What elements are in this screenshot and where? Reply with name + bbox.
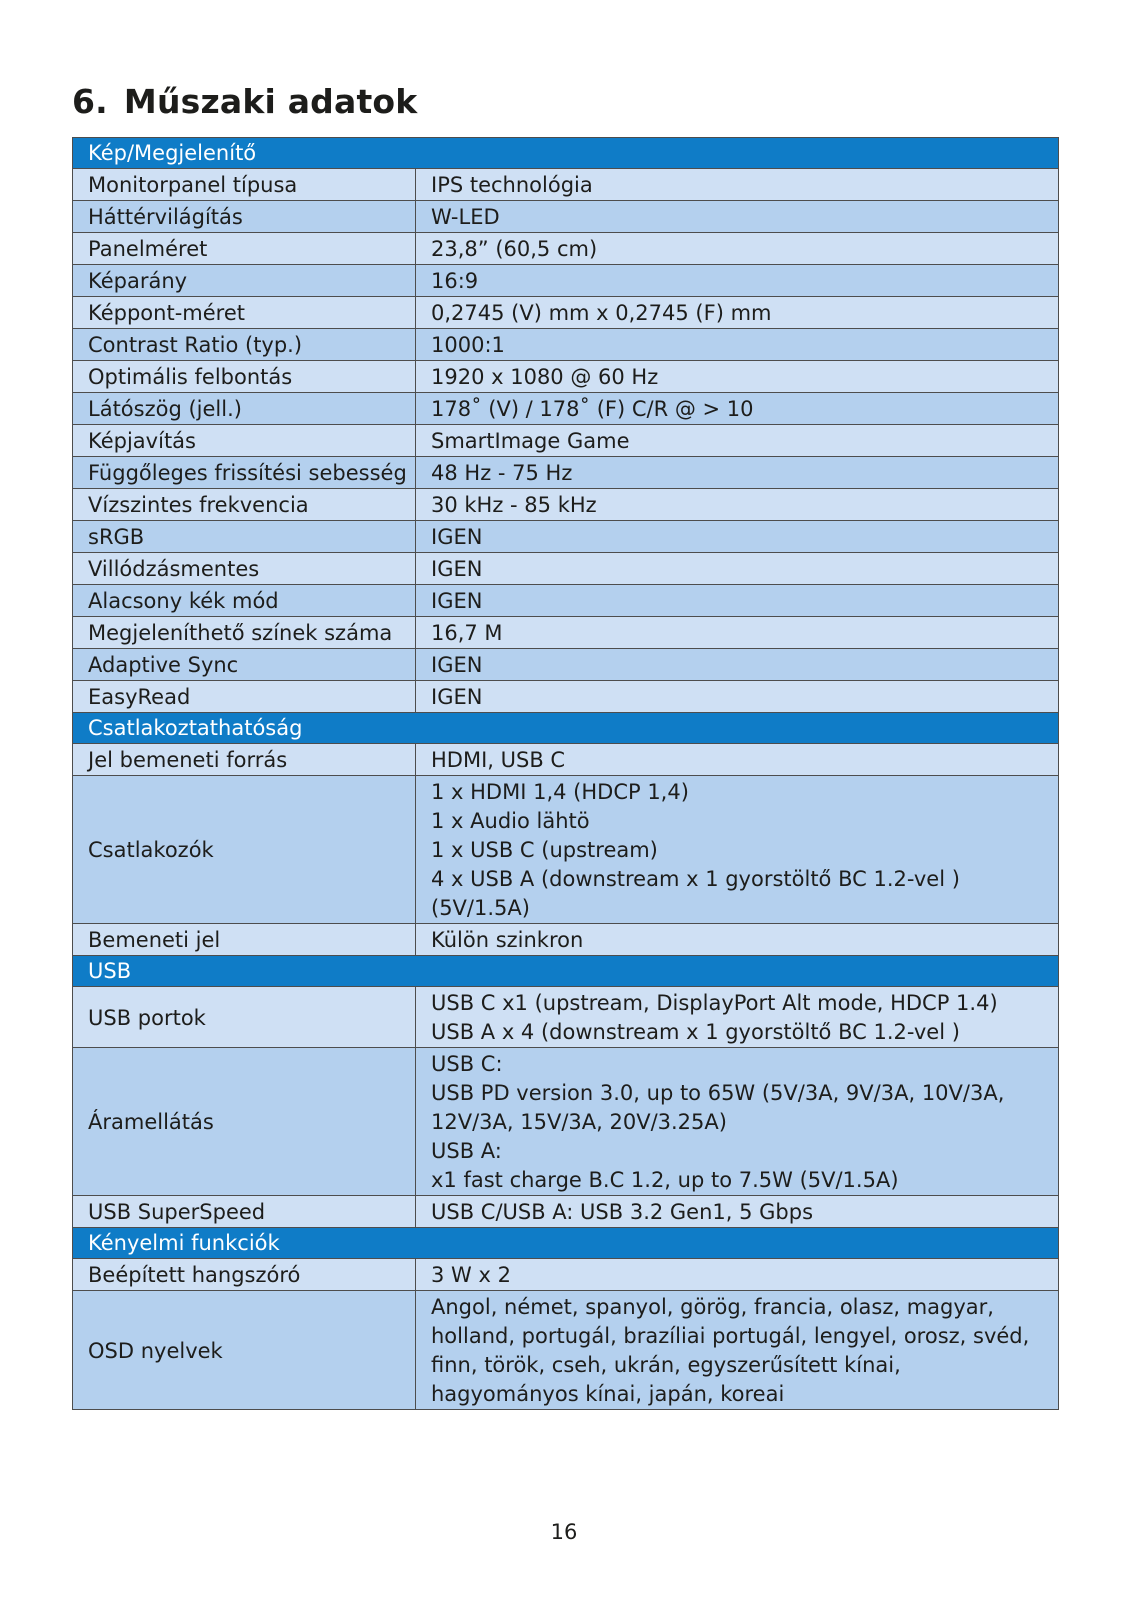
spec-value <box>416 585 1059 617</box>
spec-value-line: 0,2745 (V) mm x 0,2745 (F) mm <box>431 301 772 325</box>
spec-label: sRGB <box>73 521 416 553</box>
spec-label: USB portok <box>73 987 416 1048</box>
spec-row <box>73 457 1059 489</box>
spec-value-line: USB A x 4 (downstream x 1 gyorstöltő BC 1.2-vel ) <box>431 1020 960 1044</box>
spec-value <box>416 489 1059 521</box>
spec-value <box>416 681 1059 713</box>
spec-value <box>416 1048 1059 1196</box>
spec-label: Villódzásmentes <box>73 553 416 585</box>
spec-value-line: 1920 x 1080 @ 60 Hz <box>431 365 659 389</box>
spec-value-line: Angol, német, spanyol, görög, francia, olasz, magyar, holland, portugál, brazíliai portugál, lengyel, orosz, svéd, finn, török, cseh, ukrán, egyszerűsített kínai, hagyományos kínai, japán, koreai <box>431 1295 1030 1406</box>
spec-label: OSD nyelvek <box>73 1291 416 1410</box>
spec-value <box>416 265 1059 297</box>
page-title <box>72 82 417 121</box>
spec-row <box>73 1048 1059 1196</box>
spec-value-line: 3 W x 2 <box>431 1263 511 1287</box>
spec-row <box>73 617 1059 649</box>
spec-row <box>73 489 1059 521</box>
spec-value <box>416 329 1059 361</box>
spec-label: Képpont-méret <box>73 297 416 329</box>
spec-value-line: IGEN <box>431 525 483 549</box>
spec-value <box>416 1291 1059 1410</box>
section-header-row <box>73 956 1059 987</box>
spec-value <box>416 744 1059 776</box>
spec-label: Vízszintes frekvencia <box>73 489 416 521</box>
section-title: Műszaki adatok <box>123 82 418 121</box>
spec-row <box>73 265 1059 297</box>
spec-value-line: 1 x USB C (upstream) <box>431 838 658 862</box>
spec-label: Beépített hangszóró <box>73 1259 416 1291</box>
spec-value-line: IGEN <box>431 653 483 677</box>
spec-value <box>416 233 1059 265</box>
section-header: Kép/Megjelenítő <box>73 138 1059 169</box>
spec-row <box>73 744 1059 776</box>
spec-row <box>73 585 1059 617</box>
spec-value-line: 4 x USB A (downstream x 1 gyorstöltő BC 1.2-vel ) (5V/1.5A) <box>431 867 960 920</box>
spec-row <box>73 521 1059 553</box>
spec-row <box>73 681 1059 713</box>
spec-row <box>73 924 1059 956</box>
spec-value-line: 16:9 <box>431 269 479 293</box>
spec-label: Csatlakozók <box>73 776 416 924</box>
spec-label: Jel bemeneti forrás <box>73 744 416 776</box>
spec-label: EasyRead <box>73 681 416 713</box>
spec-row <box>73 1259 1059 1291</box>
spec-row <box>73 776 1059 924</box>
spec-value <box>416 649 1059 681</box>
spec-value <box>416 924 1059 956</box>
spec-label: Függőleges frissítési sebesség <box>73 457 416 489</box>
spec-label: Panelméret <box>73 233 416 265</box>
spec-value <box>416 393 1059 425</box>
spec-row <box>73 1196 1059 1228</box>
spec-value-line: IPS technológia <box>431 173 593 197</box>
spec-row <box>73 361 1059 393</box>
page-number: 16 <box>550 1520 578 1544</box>
spec-value <box>416 987 1059 1048</box>
spec-label: Alacsony kék mód <box>73 585 416 617</box>
spec-value-line: 48 Hz - 75 Hz <box>431 461 573 485</box>
spec-value-line: 23,8” (60,5 cm) <box>431 237 598 261</box>
spec-row <box>73 649 1059 681</box>
spec-value <box>416 617 1059 649</box>
spec-value-line: 178˚ (V) / 178˚ (F) C/R @ > 10 <box>431 397 754 421</box>
spec-value-line: W-LED <box>431 205 500 229</box>
spec-row <box>73 233 1059 265</box>
section-header-row <box>73 1228 1059 1259</box>
spec-value-line: IGEN <box>431 589 483 613</box>
spec-value <box>416 776 1059 924</box>
spec-value-line: USB PD version 3.0, up to 65W (5V/3A, 9V/3A, 10V/3A, 12V/3A, 15V/3A, 20V/3.25A) <box>431 1081 1005 1134</box>
spec-value <box>416 521 1059 553</box>
spec-value-line: IGEN <box>431 685 483 709</box>
spec-label: Megjeleníthető színek száma <box>73 617 416 649</box>
spec-value-line: 1 x Audio lähtö <box>431 809 590 833</box>
spec-row <box>73 553 1059 585</box>
spec-label: Contrast Ratio (typ.) <box>73 329 416 361</box>
section-header: Kényelmi funkciók <box>73 1228 1059 1259</box>
spec-label: Monitorpanel típusa <box>73 169 416 201</box>
spec-value <box>416 297 1059 329</box>
spec-value <box>416 361 1059 393</box>
spec-value-line: USB C x1 (upstream, DisplayPort Alt mode, HDCP 1.4) <box>431 991 998 1015</box>
spec-row <box>73 1291 1059 1410</box>
spec-value-line: SmartImage Game <box>431 429 630 453</box>
section-number: 6. <box>72 82 108 121</box>
spec-value <box>416 1259 1059 1291</box>
section-header-row <box>73 138 1059 169</box>
spec-label: Háttérvilágítás <box>73 201 416 233</box>
spec-value <box>416 169 1059 201</box>
spec-value-line: USB A: <box>431 1139 502 1163</box>
spec-value <box>416 457 1059 489</box>
section-header-row <box>73 713 1059 744</box>
spec-row <box>73 169 1059 201</box>
spec-row <box>73 425 1059 457</box>
spec-value-line: HDMI, USB C <box>431 748 566 772</box>
section-header: Csatlakoztathatóság <box>73 713 1059 744</box>
spec-label: Képjavítás <box>73 425 416 457</box>
spec-row <box>73 393 1059 425</box>
spec-value <box>416 201 1059 233</box>
spec-table <box>72 137 1059 1410</box>
spec-label: Bemeneti jel <box>73 924 416 956</box>
spec-label: Adaptive Sync <box>73 649 416 681</box>
section-header: USB <box>73 956 1059 987</box>
spec-label: USB SuperSpeed <box>73 1196 416 1228</box>
spec-label: Optimális felbontás <box>73 361 416 393</box>
spec-value-line: USB C: <box>431 1052 503 1076</box>
spec-row <box>73 201 1059 233</box>
spec-table-body <box>73 138 1059 1410</box>
spec-value <box>416 425 1059 457</box>
spec-value <box>416 1196 1059 1228</box>
spec-label: Képarány <box>73 265 416 297</box>
spec-value-line: IGEN <box>431 557 483 581</box>
spec-value-line: x1 fast charge B.C 1.2, up to 7.5W (5V/1.5A) <box>431 1168 899 1192</box>
spec-value-line: 1 x HDMI 1,4 (HDCP 1,4) <box>431 780 689 804</box>
spec-row <box>73 297 1059 329</box>
spec-value-line: USB C/USB A: USB 3.2 Gen1, 5 Gbps <box>431 1200 814 1224</box>
spec-row <box>73 987 1059 1048</box>
spec-label: Látószög (jell.) <box>73 393 416 425</box>
spec-value-line: 30 kHz - 85 kHz <box>431 493 597 517</box>
spec-value-line: 1000:1 <box>431 333 505 357</box>
spec-row <box>73 329 1059 361</box>
spec-value-line: Külön szinkron <box>431 928 584 952</box>
spec-value-line: 16,7 M <box>431 621 503 645</box>
spec-value <box>416 553 1059 585</box>
spec-label: Áramellátás <box>73 1048 416 1196</box>
